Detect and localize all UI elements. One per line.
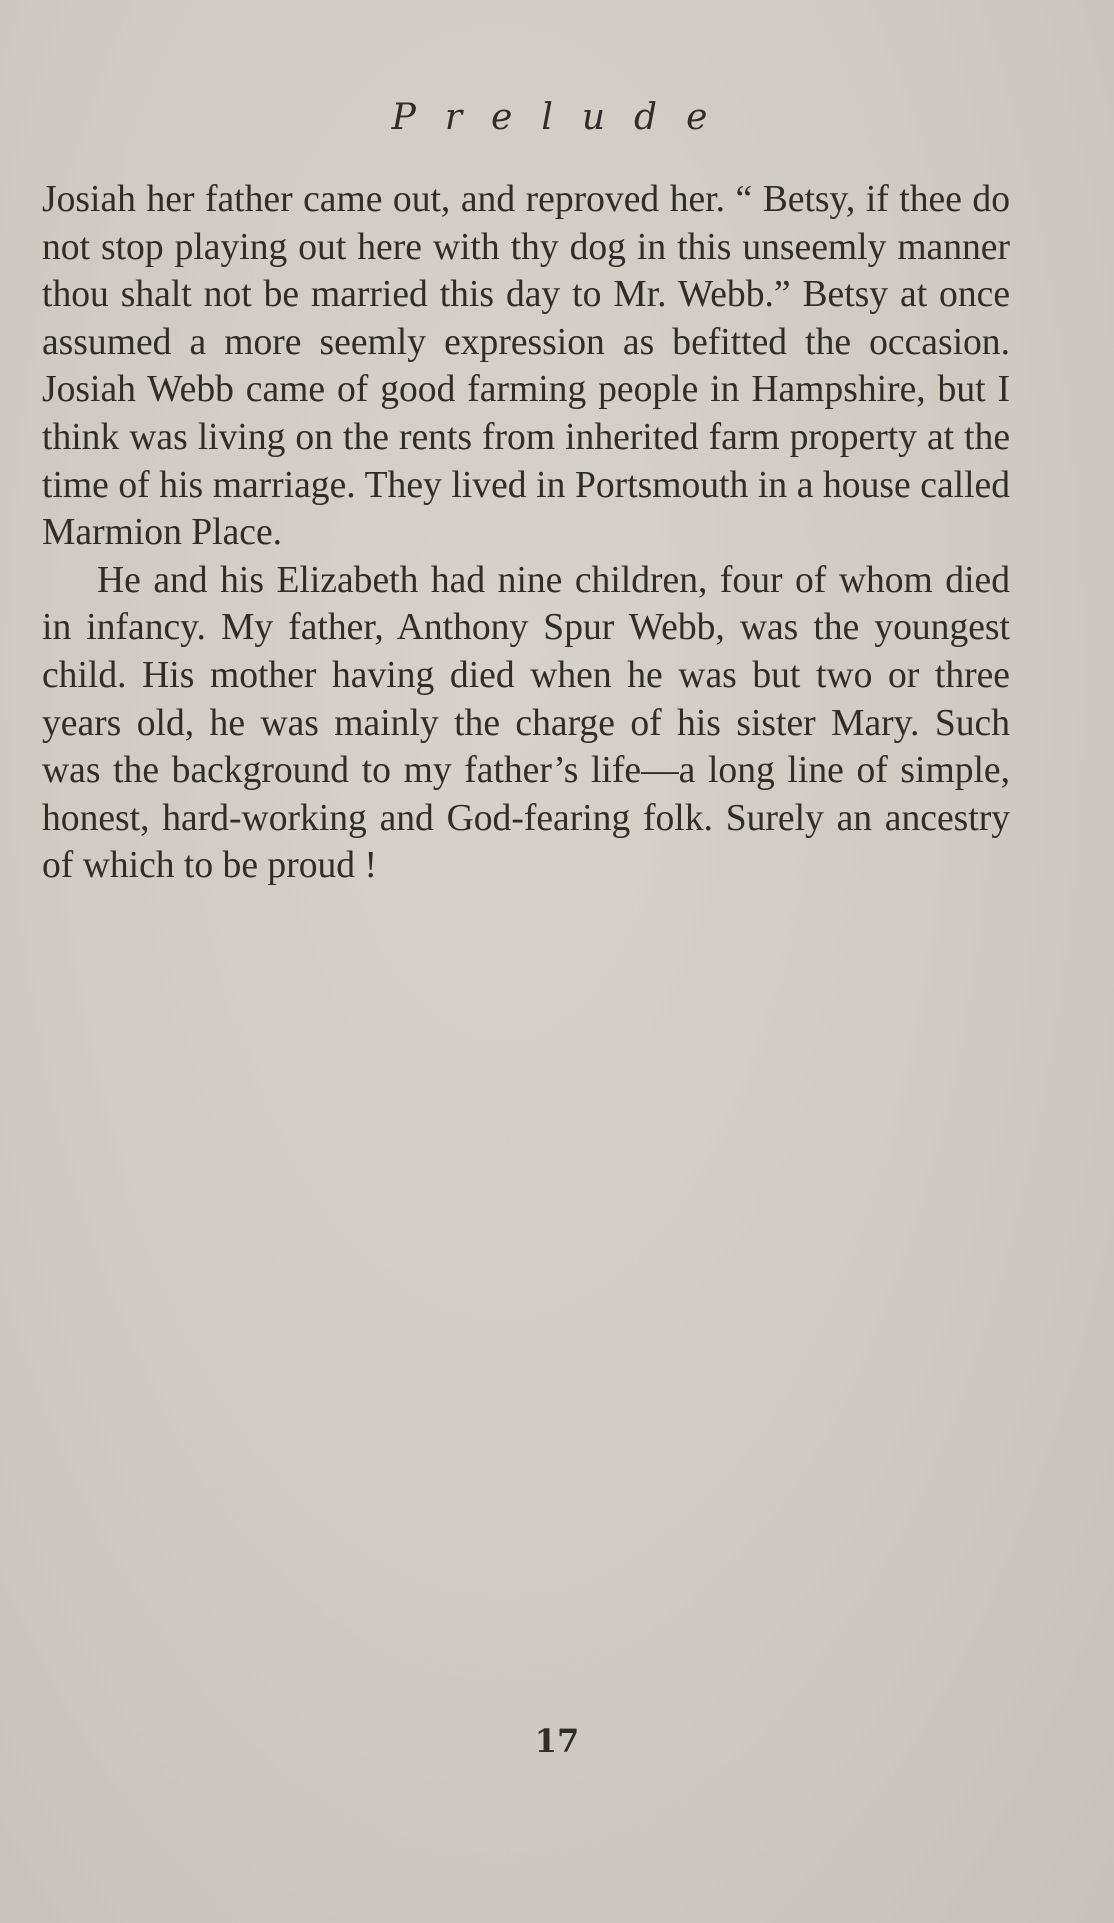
running-head: Prelude: [391, 97, 737, 138]
body-text: [42, 176, 1010, 890]
page-number: 17: [534, 1722, 580, 1760]
paragraph-1: Josiah her father came out, and reproved her. “ Betsy, if thee do not stop playing out here with thy dog in this unseemly manner thou shalt not be married this day to Mr. Webb.” Betsy at once assumed a more seemly expression as befitted the occasion. Josiah Webb came of good farming people in Hampshire, but I think was living on the rents from inherited farm property at the time of his marriage. They lived in Portsmouth in a house called Marmion Place.: [42, 179, 1010, 554]
paragraph-2: He and his Elizabeth had nine children, four of whom died in infancy. My father, Anthony Spur Webb, was the youngest child. His mother having died when he was but two or three years old, he was mainly the charge of his sister Mary. Such was the background to my father’s life—a long line of simple, honest, hard-working and God-fearing folk. Surely an ancestry of which to be proud !: [42, 559, 1010, 887]
